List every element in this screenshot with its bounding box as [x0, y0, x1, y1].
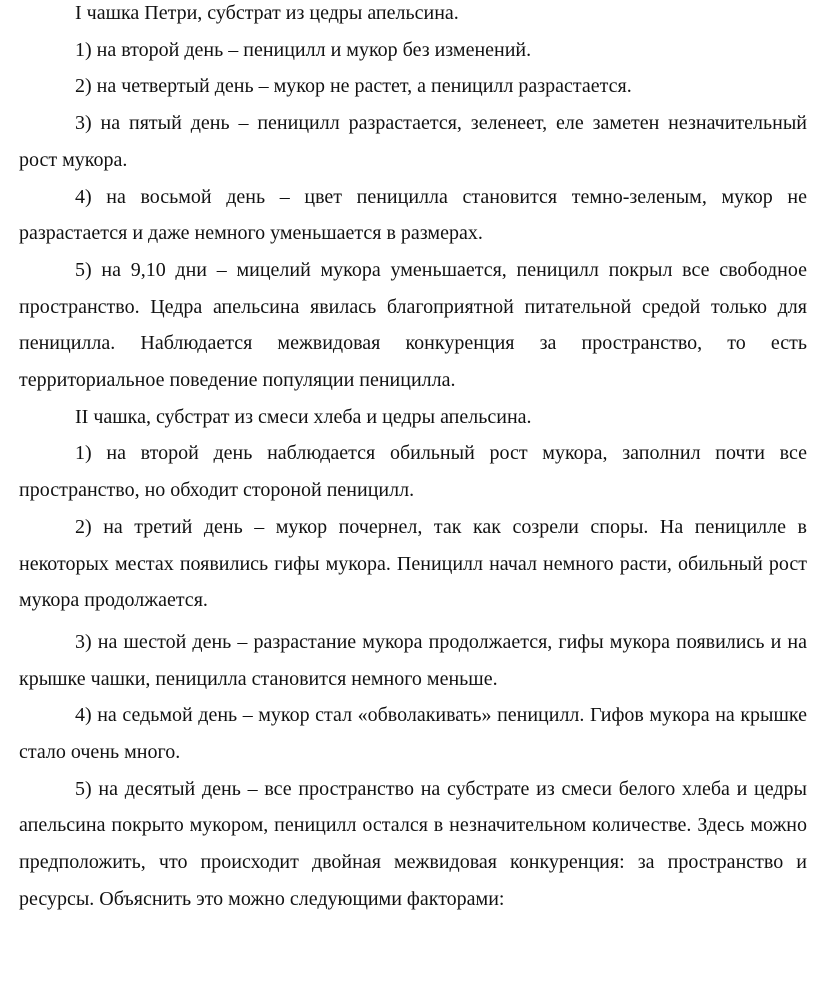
paragraph-dish-two-heading: II чашка, субстрат из смеси хлеба и цедры апельсина. [75, 405, 532, 428]
paragraph-dish-one-day-5: 3) на пятый день – пеницилл разрастается, зеленеет, еле заметен незначительный рост мукора. [19, 112, 807, 171]
paragraph-dish-two-day-3: 2) на третий день – мукор почернел, так как созрели споры. На пеницилле в некоторых местах появились гифы мукора. Пеницилл начал немного расти, обильный рост мукора продолжается. [19, 515, 807, 612]
paragraph-dish-one-day-9-10: 5) на 9,10 дни – мицелий мукора уменьшается, пеницилл покрыл все свободное пространство. Цедра апельсина явилась благоприятной питательной средой только для пеницилла. Наблюдается межвидовая конкуренция за пространство, то есть территориальное поведение популяции пеницилла. [19, 258, 807, 392]
paragraph-dish-one-day-4: 2) на четвертый день – мукор не растет, а пеницилл разрастается. [75, 75, 632, 98]
paragraph-dish-two-day-2: 1) на второй день наблюдается обильный рост мукора, заполнил почти все пространство, но обходит стороной пеницилл. [19, 442, 807, 502]
paragraph-dish-one-heading: I чашка Петри, субстрат из цедры апельсина. [75, 2, 459, 24]
paragraph-dish-two-day-10: 5) на десятый день – все пространство на субстрате из смеси белого хлеба и цедры апельсина покрыто мукором, пеницилл остался в незначительном количестве. Здесь можно предположить, что происходит двойная межвидовая конкуренция: за пространство и ресурсы. Объяснить это можно следующими факторами: [19, 777, 807, 910]
paragraph-dish-two-day-7: 4) на седьмой день – мукор стал «обволакивать» пеницилл. Гифов мукора на крышке стало очень много. [19, 704, 807, 764]
document-page [19, 0, 807, 918]
paragraph-dish-one-day-2: 1) на второй день – пеницилл и мукор без изменений. [75, 38, 532, 61]
paragraph-dish-one-day-8: 4) на восьмой день – цвет пеницилла становится темно-зеленым, мукор не разрастается и даже немного уменьшается в размерах. [19, 185, 807, 245]
paragraph-dish-two-day-6: 3) на шестой день – разрастание мукора продолжается, гифы мукора появились и на крышке чашки, пеницилла становится немного меньше. [19, 630, 807, 690]
